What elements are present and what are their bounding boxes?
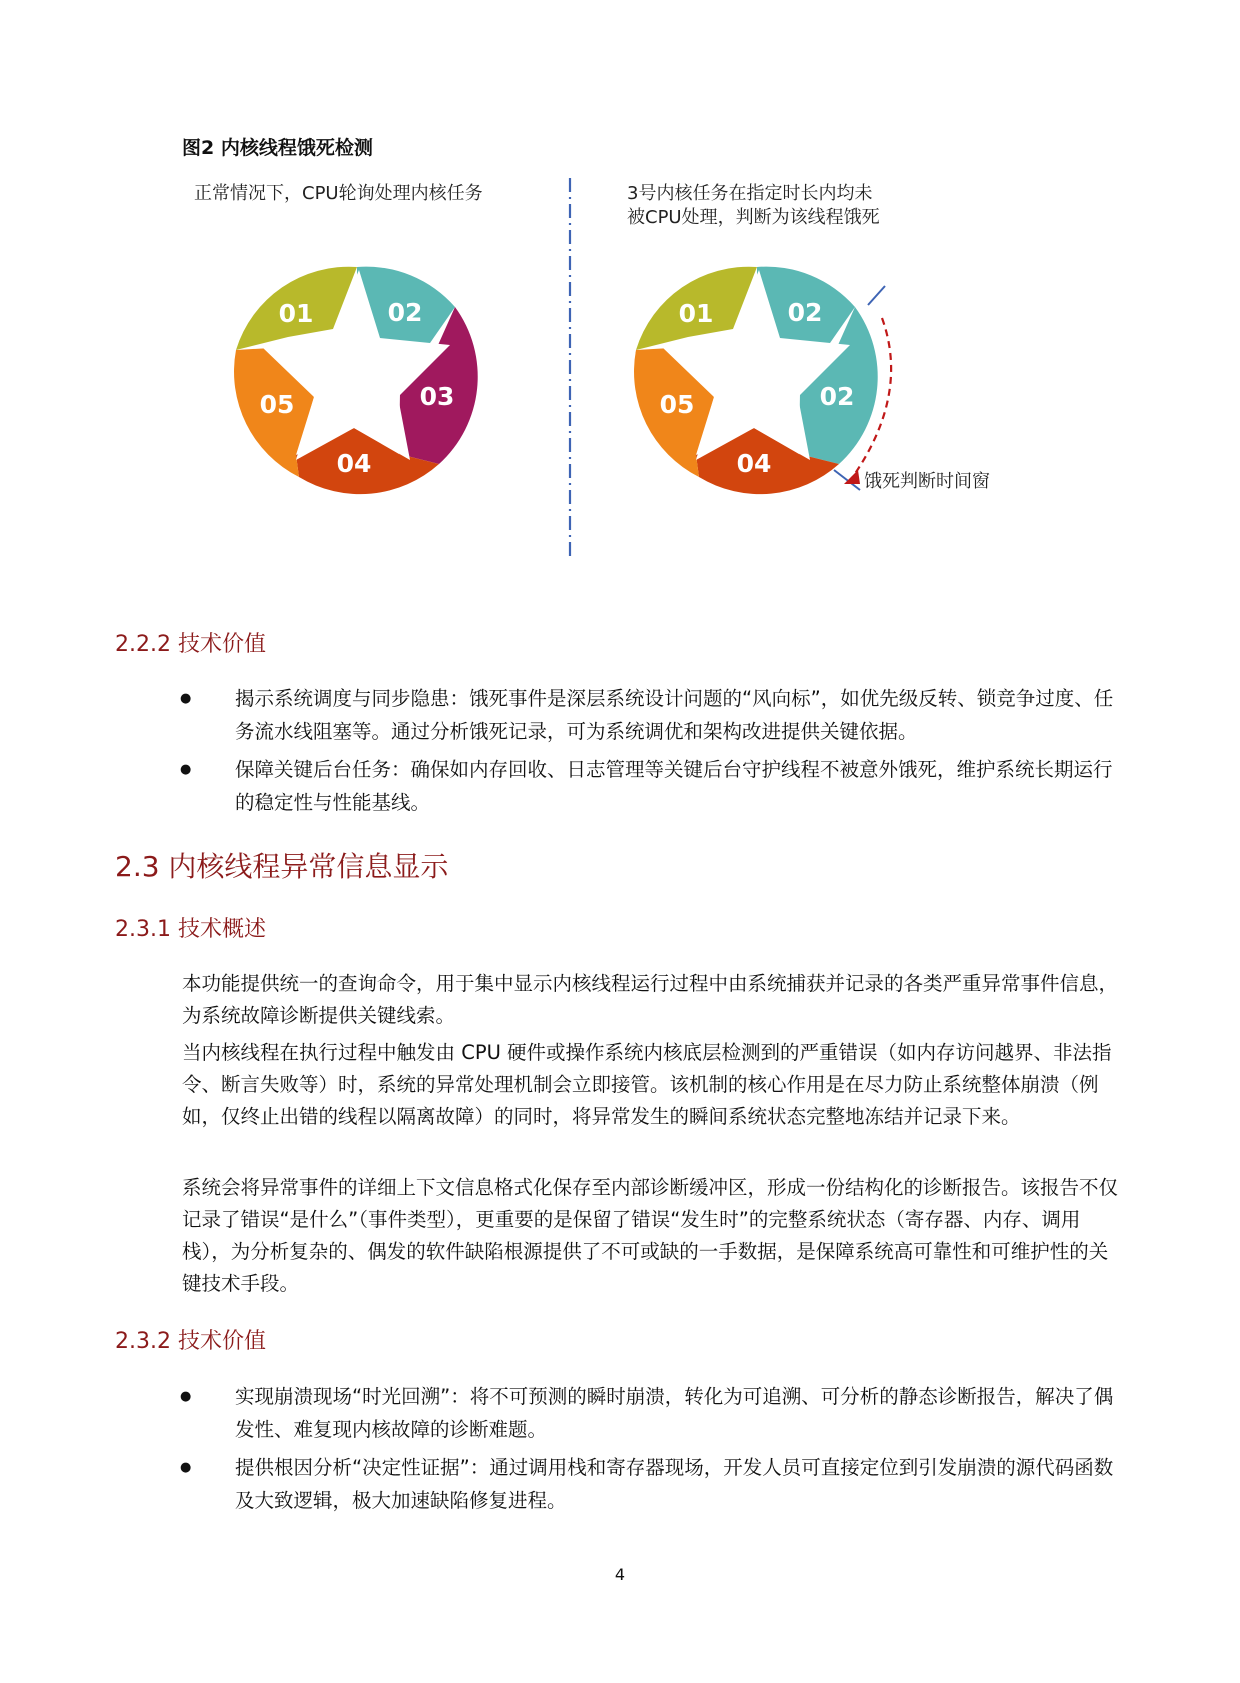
window-arrowhead (844, 470, 860, 484)
window-label: 饿死判断时间窗 (864, 471, 990, 492)
list-item: ● 保障关键后台任务：确保如内存回收、日志管理等关键后台守护线程不被意外饿死，维护系统长期运行的稳定性与性能基线。 (180, 753, 1120, 819)
right-caption-line2: 被CPU处理，判断为该线程饿死 (627, 207, 880, 228)
right-label-05: 05 (659, 390, 695, 419)
list-item: ● 揭示系统调度与同步隐患：饿死事件是深层系统设计问题的“风向标”，如优先级反转、锁竞争过度、任务流水线阻塞等。通过分析饿死记录，可为系统调优和架构改进提供关键依据。 (180, 682, 1120, 748)
window-start-tick (868, 286, 885, 305)
section-231-paragraph-1: 本功能提供统一的查询命令，用于集中显示内核线程运行过程中由系统捕获并记录的各类严重异常事件信息，为系统故障诊断提供关键线索。 (182, 972, 1119, 1027)
left-label-03: 03 (419, 382, 455, 411)
figure-title: 图2 内核线程饿死检测 (182, 137, 373, 159)
section-222-bullets (180, 682, 1120, 824)
left-label-04: 04 (336, 449, 372, 478)
section-231-paragraph-3: 系统会将异常事件的详细上下文信息格式化保存至内部诊断缓冲区，形成一份结构化的诊断报告。该报告不仅记录了错误“是什么”（事件类型），更重要的是保留了错误“发生时”的完整系统状态（寄存器、内存、调用栈），为分析复杂的、偶发的软件缺陷根源提供了不可或缺的一手数据，是保障系统高可靠性和可维护性的关键技术手段。 (182, 1176, 1119, 1295)
left-caption: 正常情况下，CPU轮询处理内核任务 (194, 183, 483, 204)
section-222-heading: 2.2.2 技术价值 (115, 632, 266, 657)
starvation-detection-figure (0, 0, 1240, 600)
right-wheel (634, 267, 990, 494)
section-231-paragraph-2: 当内核线程在执行过程中触发由 CPU 硬件或操作系统内核底层检测到的严重错误（如内存访问越界、非法指令、断言失败等）时，系统的异常处理机制会立即接管。该机制的核心作用是在尽力防止系统整体崩溃（例如，仅终止出错的线程以隔离故障）的同时，将异常发生的瞬间系统状态完整地冻结并记录下来。 (182, 1041, 1112, 1128)
list-item: ● 提供根因分析“决定性证据”：通过调用栈和寄存器现场，开发人员可直接定位到引发崩溃的源代码函数及大致逻辑，极大加速缺陷修复进程。 (180, 1451, 1120, 1517)
left-label-05: 05 (259, 390, 295, 419)
right-label-01: 01 (678, 299, 714, 328)
section-23-heading: 2.3 内核线程异常信息显示 (115, 850, 449, 883)
left-label-01: 01 (278, 299, 314, 328)
left-label-02: 02 (387, 298, 423, 327)
left-wheel (234, 267, 478, 494)
right-caption-line1: 3号内核任务在指定时长内均未 (627, 183, 873, 204)
page-number: 4 (614, 1565, 626, 1584)
right-label-02-top: 02 (787, 298, 823, 327)
section-232-bullets (180, 1380, 1120, 1522)
right-label-02-bottom: 02 (819, 382, 855, 411)
right-label-04: 04 (736, 449, 772, 478)
section-232-heading: 2.3.2 技术价值 (115, 1329, 266, 1354)
list-item: ● 实现崩溃现场“时光回溯”：将不可预测的瞬时崩溃，转化为可追溯、可分析的静态诊断报告，解决了偶发性、难复现内核故障的诊断难题。 (180, 1380, 1120, 1446)
section-231-heading: 2.3.1 技术概述 (115, 917, 266, 942)
